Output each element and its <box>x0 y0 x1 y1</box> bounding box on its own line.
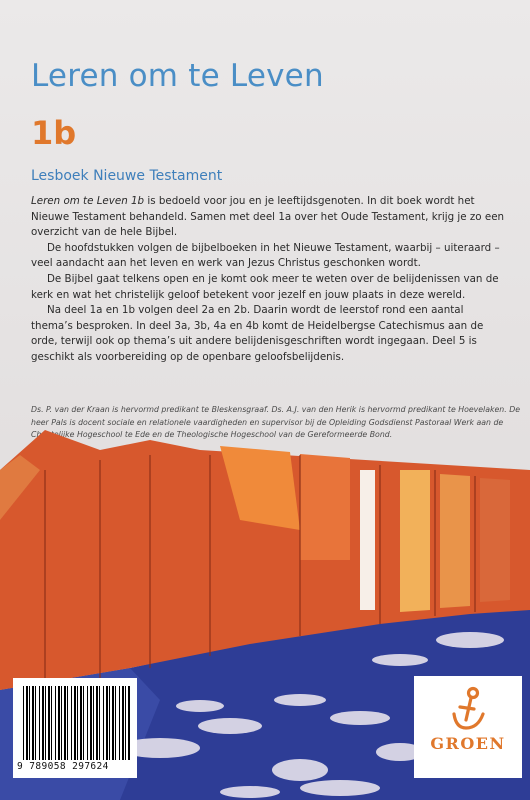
blurb-paragraph-2: De hoofdstukken volgen de bijbelboeken in het Nieuwe Testament, waarbij – uiteraard – veel aandacht aan het leven en werk van Jezus Christus geschonken wordt. <box>31 241 500 270</box>
blurb-paragraph-3: De Bijbel gaat telkens open en je komt ook meer te weten over de belijdenissen van de kerk en wat het christelijk geloof betekent voor jezelf en jouw plaats in deze wereld. <box>31 272 499 301</box>
publisher-name: GROEN <box>430 734 506 753</box>
series-title: Leren om te Leven <box>31 58 324 94</box>
isbn-number: 9 789058 297624 <box>17 761 109 772</box>
barcode-bars <box>23 686 131 760</box>
anchor-icon <box>450 686 486 732</box>
blurb-paragraph-4: Na deel 1a en 1b volgen deel 2a en 2b. Daarin wordt de leerstof rond een aantal thema’s besproken. In deel 3a, 3b, 4a en 4b komt de Heidelbergse Catechismus aan de orde, terwijl ook op thema’s uit andere belijdenisgeschriften wordt ingegaan. Deel 5 is geschikt als voorbereiding op de openbare geloofsbelijdenis. <box>31 304 484 363</box>
publisher-logo <box>414 676 522 778</box>
book-subtitle: Lesboek Nieuwe Testament <box>31 168 223 184</box>
barcode <box>13 678 137 778</box>
blurb-paragraph-1-text: is bedoeld voor jou en je leeftijdsgenoten. In dit boek wordt het Nieuwe Testament behandeld. Samen met deel 1a over het Oude Testament, krijg je zo een overzicht van de hele Bijbel. <box>31 195 505 239</box>
blurb-paragraph-1 <box>31 194 505 241</box>
book-title-inline: Leren om te Leven 1b <box>31 195 145 207</box>
blurb <box>31 194 505 366</box>
authors-bio: Ds. P. van der Kraan is hervormd predikant te Bleskensgraaf. Ds. A.J. van den Herik is hervormd predikant te Hoevelaken. De heer Pals is docent sociale en relationele vaardigheden en supervisor bij de Opleiding Godsdienst Pastoraal Werk aan de Christelijke Hogeschool te Ede en de Theologische Hogeschool van de Gereformeerde Bond. <box>31 405 521 440</box>
volume-number: 1b <box>31 114 77 152</box>
